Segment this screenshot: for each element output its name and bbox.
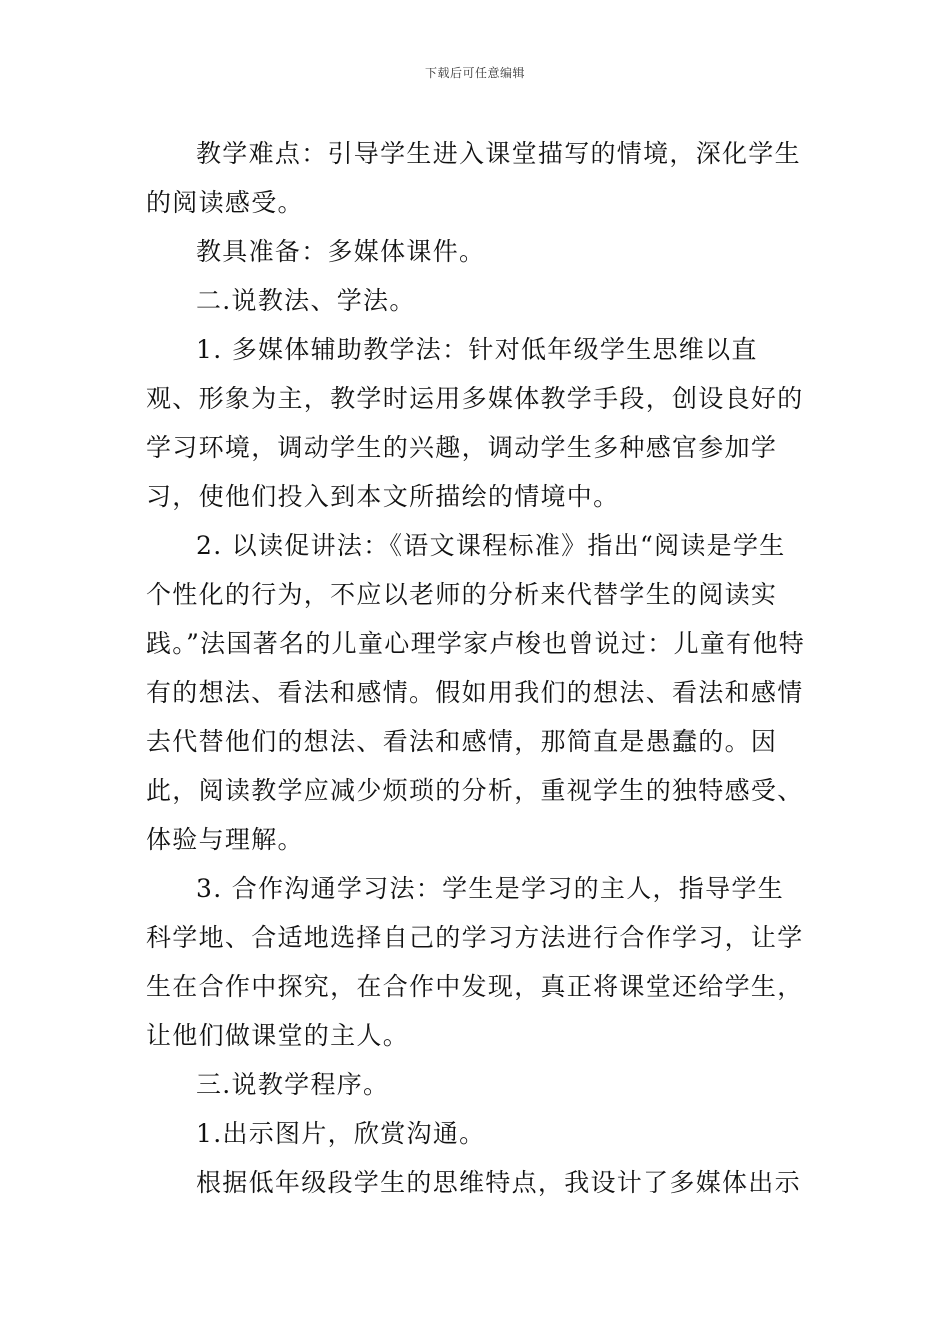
paragraph-method-multimedia: 1. 多媒体辅助教学法：针对低年级学生思维以直观、形象为主，教学时运用多媒体教学手段，创设良好的学习环境，调动学生的兴趣，调动学生多种感官参加学习，使他们投入到本文所描绘的情境中。 xyxy=(146,335,804,511)
heading-methods: 二.说教法、学法。 xyxy=(196,286,416,315)
paragraph-method-cooperation: 3. 合作沟通学习法：学生是学习的主人，指导学生科学地、合适地选择自己的学习方法进行合作学习，让学生在合作中探究，在合作中发现，真正将课堂还给学生，让他们做课堂的主人。 xyxy=(146,874,804,1050)
document-body xyxy=(146,129,806,1207)
subheading-show-pictures: 1.出示图片，欣赏沟通。 xyxy=(196,1119,486,1148)
paragraph-teaching-aids: 教具准备：多媒体课件。 xyxy=(196,237,486,266)
paragraph-procedure-intro: 根据低年级段学生的思维特点，我设计了多媒体出示 xyxy=(196,1168,801,1197)
paragraph-teaching-difficulty: 教学难点：引导学生进入课堂描写的情境，深化学生的阅读感受。 xyxy=(146,139,801,217)
paragraph-method-reading: 2. 以读促讲法：《语文课程标准》指出“阅读是学生个性化的行为，不应以老师的分析来代替学生的阅读实践。”法国著名的儿童心理学家卢梭也曾说过：儿童有他特有的想法、看法和感情。假如用我们的想法、看法和感情去代替他们的想法、看法和感情，那简直是愚蠢的。因此，阅读教学应减少烦琐的分析，重视学生的独特感受、体验与理解。 xyxy=(146,531,806,854)
page-header-note: 下载后可任意编辑 xyxy=(424,66,525,80)
heading-procedure: 三.说教学程序。 xyxy=(196,1070,390,1099)
